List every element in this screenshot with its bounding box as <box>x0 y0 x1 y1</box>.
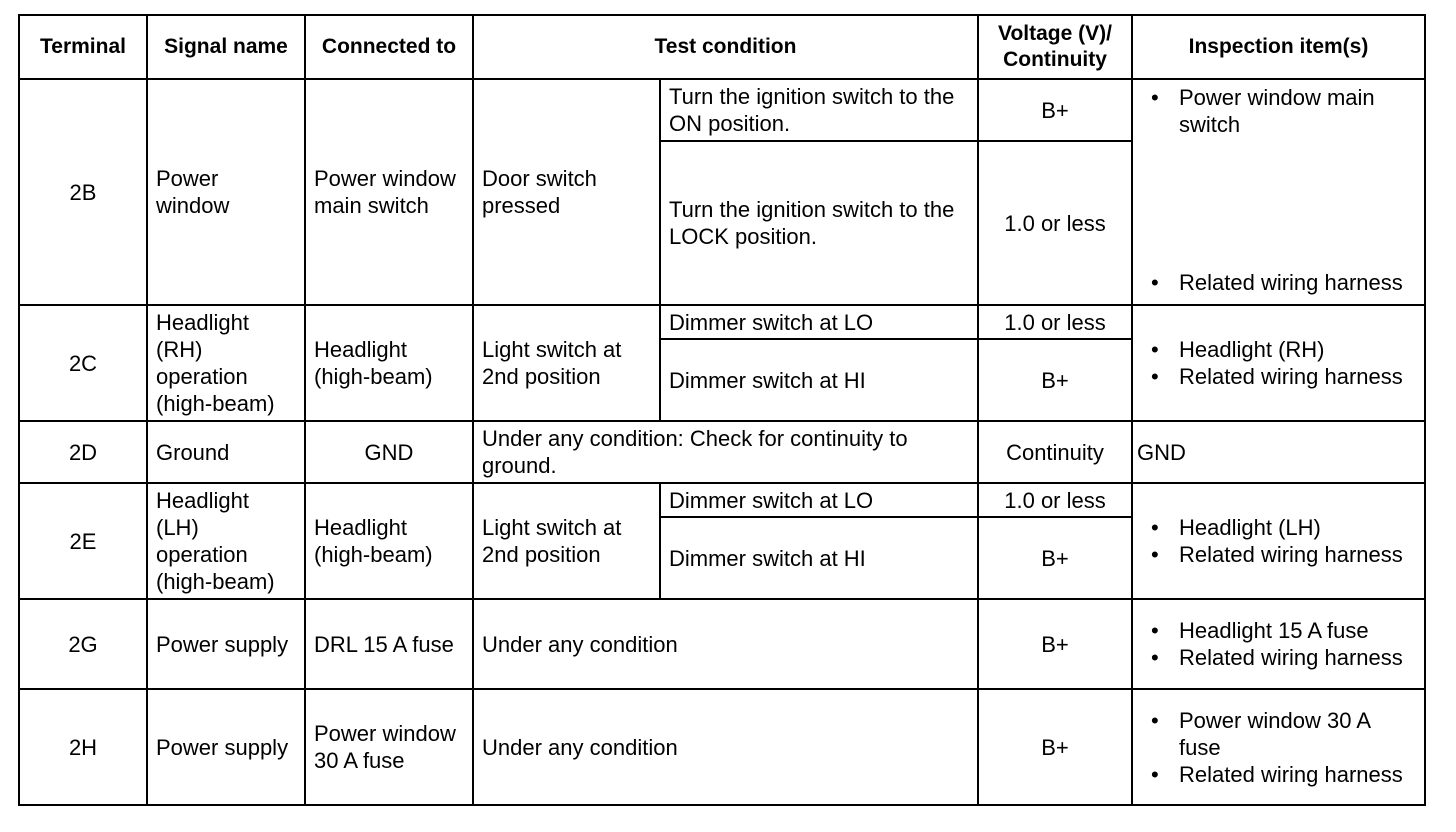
inspection-item: • Related wiring harness <box>1141 541 1416 568</box>
header-voltage-continuity: Voltage (V)/ Continuity <box>978 15 1132 79</box>
inspection-list <box>1141 707 1416 788</box>
test-condition-cell: Under any condition: Check for continuity to ground. <box>473 421 978 483</box>
table-row <box>19 689 1425 805</box>
connected-to-cell: Power window 30 A fuse <box>305 689 473 805</box>
sub-condition-cell: Dimmer switch at HI <box>660 339 978 421</box>
inspection-cell <box>1132 599 1425 689</box>
table-row <box>19 305 1425 339</box>
inspection-list <box>1141 514 1416 568</box>
inspection-item: • Related wiring harness <box>1141 761 1416 788</box>
signal-name-cell: Power supply <box>147 689 305 805</box>
inspection-item: • Power window 30 A fuse <box>1141 707 1416 761</box>
connected-to-cell: Headlight (high-beam) <box>305 483 473 599</box>
inspection-item: • Related wiring harness <box>1141 363 1416 390</box>
inspection-cell <box>1132 305 1425 421</box>
sub-condition-cell: Turn the ignition switch to the ON position. <box>660 79 978 141</box>
inspection-item: • Related wiring harness <box>1141 644 1416 671</box>
test-condition-cell: Under any condition <box>473 599 978 689</box>
connected-to-cell: Headlight (high-beam) <box>305 305 473 421</box>
test-condition-cell: Under any condition <box>473 689 978 805</box>
voltage-cell: Continuity <box>978 421 1132 483</box>
header-terminal: Terminal <box>19 15 147 79</box>
terminal-cell: 2C <box>19 305 147 421</box>
table-row <box>19 421 1425 483</box>
voltage-cell: B+ <box>978 689 1132 805</box>
inspection-list <box>1141 617 1416 671</box>
inspection-cell <box>1132 689 1425 805</box>
inspection-item: • Headlight (LH) <box>1141 514 1416 541</box>
sub-condition-cell: Turn the ignition switch to the LOCK position. <box>660 141 978 305</box>
inspection-cell <box>1132 483 1425 599</box>
voltage-cell: B+ <box>978 599 1132 689</box>
inspection-item: • Related wiring harness <box>1141 269 1416 296</box>
voltage-cell: 1.0 or less <box>978 141 1132 305</box>
test-condition-cell: Light switch at 2nd position <box>473 305 660 421</box>
voltage-cell: B+ <box>978 339 1132 421</box>
header-test-condition: Test condition <box>473 15 978 79</box>
signal-name-cell: Power supply <box>147 599 305 689</box>
voltage-cell: B+ <box>978 517 1132 599</box>
terminal-cell: 2B <box>19 79 147 305</box>
inspection-item: • Power window main switch <box>1141 84 1416 138</box>
signal-name-cell: Ground <box>147 421 305 483</box>
header-inspection-items: Inspection item(s) <box>1132 15 1425 79</box>
connected-to-cell: GND <box>305 421 473 483</box>
table-row <box>19 599 1425 689</box>
header-row <box>19 15 1425 79</box>
connected-to-cell: DRL 15 A fuse <box>305 599 473 689</box>
inspection-list <box>1141 336 1416 390</box>
sub-condition-cell: Dimmer switch at LO <box>660 305 978 339</box>
terminal-cell: 2D <box>19 421 147 483</box>
signal-name-cell: Power window <box>147 79 305 305</box>
terminal-inspection-table <box>18 14 1426 806</box>
header-signal-name: Signal name <box>147 15 305 79</box>
signal-name-cell: Headlight (LH) operation (high-beam) <box>147 483 305 599</box>
voltage-cell: 1.0 or less <box>978 483 1132 517</box>
test-condition-cell: Door switch pressed <box>473 79 660 305</box>
sub-condition-cell: Dimmer switch at HI <box>660 517 978 599</box>
terminal-cell: 2E <box>19 483 147 599</box>
inspection-item: • Headlight (RH) <box>1141 336 1416 363</box>
test-condition-cell: Light switch at 2nd position <box>473 483 660 599</box>
voltage-cell: 1.0 or less <box>978 305 1132 339</box>
table-row <box>19 79 1425 141</box>
connected-to-cell: Power window main switch <box>305 79 473 305</box>
header-connected-to: Connected to <box>305 15 473 79</box>
signal-name-cell: Headlight (RH) operation (high-beam) <box>147 305 305 421</box>
inspection-list <box>1141 80 1416 300</box>
inspection-cell: GND <box>1132 421 1425 483</box>
inspection-table-container <box>18 14 1424 808</box>
voltage-cell: B+ <box>978 79 1132 141</box>
terminal-cell: 2H <box>19 689 147 805</box>
inspection-cell <box>1132 79 1425 305</box>
sub-condition-cell: Dimmer switch at LO <box>660 483 978 517</box>
terminal-cell: 2G <box>19 599 147 689</box>
table-row <box>19 483 1425 517</box>
inspection-item: • Headlight 15 A fuse <box>1141 617 1416 644</box>
